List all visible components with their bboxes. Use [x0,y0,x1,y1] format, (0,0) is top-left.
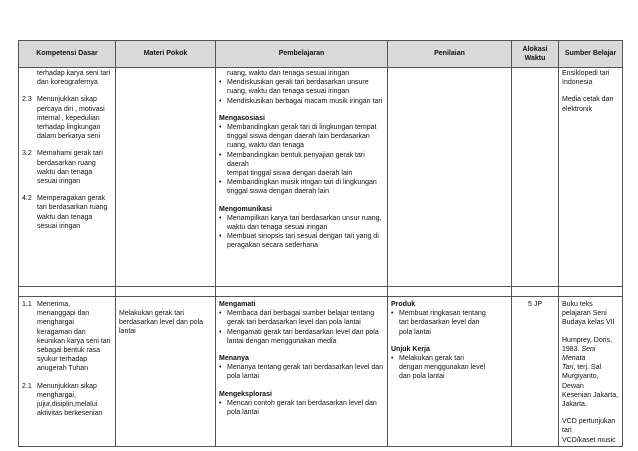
bullet-icon: • [219,179,222,187]
bullet-icon: • [219,214,222,222]
kd-line: Memahami gerak tari [37,150,103,158]
syllabus-table [18,40,623,447]
pemb-line: Membuat sinopsis tari sesuai dengan tari yang di [227,233,379,241]
materi-line: Melakukan gerak tari [119,310,184,317]
pemb-line: Mencari contoh gerak tari berdasarkan level dan [227,399,377,407]
section-heading: Mengamati [219,301,256,308]
kd-line: sebagai bentuk rasa [37,347,101,355]
header-pembelajaran: Pembelajaran [216,41,388,68]
penilaian-cell [388,68,512,287]
kd-line: waktu dan tenaga [37,168,93,176]
section-heading: Mengasosiasi [219,114,265,122]
sumber-line: Murgiyanto, Dewan [562,373,599,390]
list-item [219,178,384,196]
kompetensi-cell [19,297,116,447]
header-alokasi-waktu: Alokasi Waktu [512,41,559,68]
penilaian-line: dan pola lantai [399,373,445,381]
header-row [19,41,623,68]
pemb-line: Mengamati gerak tari berdasarkan level dan pola [227,328,379,336]
sumber-line: tari [562,427,572,435]
section-heading: Produk [391,301,416,308]
pemb-line: ruang, waktu dan tenaga [227,142,305,150]
pemb-line: tinggal siswa dengan daerah lain berdasarkan [227,133,370,141]
kd-line: Menunjukkan sikap [37,382,97,390]
sumber-line: elektronik [562,105,592,113]
section-heading: Menanya [219,355,249,363]
list-item [219,399,384,417]
kd-line: tari berdasarkan ruang [37,204,108,212]
pemb-line: gerak tari berdasarkan level dan pola lantai [227,319,361,327]
sumber-line: Budaya kelas VII [562,319,615,327]
penilaian-line: pola lantai [399,328,431,336]
list-item [219,97,384,106]
spacer-row [19,287,623,297]
kd-line: keragaman dan [37,328,86,336]
sumber-line: VCD pertunjukan [562,418,616,426]
sumber-text: 1983. [562,345,582,353]
pemb-line: Membaca dari berbagai sumber belajar tentang [227,310,375,318]
section-heading: Unjuk Kerja [391,345,430,353]
sumber-text: , terj. Sal [573,364,602,372]
kd-line: menanggapi dan [37,310,90,318]
bullet-icon: • [219,364,222,372]
kd-line: menghargai [37,319,74,327]
sumber-cell [559,297,623,447]
kd-line: Menunjukkan sikap [37,96,97,104]
list-item [391,309,508,337]
sumber-line [562,363,619,372]
list-item [219,328,384,346]
bullet-icon: • [219,151,222,159]
bullet-icon: • [219,233,222,241]
alokasi-cell [512,68,559,287]
pemb-line: Menanya tentang gerak tari berdasarkan level dan [227,364,384,372]
kd-number: 3.2 [22,150,32,158]
sumber-line: Humprey, Doris, [562,336,613,344]
pemb-line: Membandingkan gerak tari di lingkungan tempat [227,124,377,132]
kd-number: 2.3 [22,96,32,104]
kd-line: anugerah Tuhan [37,365,88,373]
pemb-line: Mendiskusikan berbagai macam musik iringan tari [227,97,383,105]
kd-line: aktivitas berkesenian [37,410,103,418]
alokasi-cell [512,297,559,447]
alokasi-value: 5 JP [527,301,542,308]
kd-number: 1.1 [22,301,32,308]
kd-item [22,382,112,419]
penilaian-line: Membuat ringkasan tentang [399,310,486,318]
kd-line: syukur terhadap [37,356,88,364]
sumber-line [562,345,619,363]
sumber-line: pelajaran Seni [562,310,607,318]
header-kompetensi-dasar: Kompetensi Dasar [19,41,116,68]
list-item [219,363,384,381]
sumber-line: Indonesia [562,79,593,87]
materi-line: lantai [119,328,136,336]
penilaian-line: Melakukan gerak tari [399,355,464,363]
bullet-icon: • [219,399,222,407]
table-row [19,297,623,447]
book-title: Tari [562,364,574,372]
section-heading: Mengeksplorasi [219,390,272,398]
pemb-line: peragakan secara sederhana [227,242,319,250]
list-item [219,78,384,96]
kd-line: Menerima, [37,301,71,308]
pemb-line: Menampilkan karya tari berdasarkan unsur ruang, [227,214,382,222]
kd-line: menghargai, [37,391,76,399]
pemb-line: pola lantai [227,373,259,381]
pemb-line: pola lantai [227,409,259,417]
pemb-line: Membandingkan musik iringan tari di lingkungan [227,179,377,187]
materi-line: berdasarkan level dan pola [119,319,204,327]
kd-item [22,194,112,231]
list-item [219,123,384,151]
kd-line: Memperagakan gerak [37,195,106,203]
materi-cell [116,297,216,447]
sumber-line: Jakarta. [562,401,587,409]
pemb-line: waktu dan tenaga sesuai iringan [227,224,328,232]
bullet-icon: • [391,310,394,318]
list-item [219,309,384,327]
sumber-line: VCD/kaset music [562,436,616,444]
book-title: Seni Menata [562,345,596,363]
sumber-line: Ensiklopedi tari [562,70,610,77]
list-item [219,214,384,232]
kd-line: sesuai iringan [37,222,81,230]
header-penilaian: Penilaian [388,41,512,68]
pemb-line: Membandingkan bentuk penyajian gerak tari daerah [227,151,365,168]
bullet-icon: • [391,355,394,363]
kd-line: percaya diri , motivasi [37,105,105,113]
section-heading: Mengomunikasi [219,205,272,213]
materi-cell [116,68,216,287]
kd-number: 2.1 [22,382,32,390]
list-item [219,232,384,250]
kd-line: internal , kepedulian [37,114,100,122]
sumber-line: Media cetak dan [562,96,614,104]
kompetensi-cell [19,68,116,287]
list-item [219,151,384,179]
bullet-icon: • [219,328,222,336]
penilaian-cell [388,297,512,447]
kd-line: dan koreografernya [37,79,98,87]
kd-number: 4.2 [22,195,32,203]
pemb-line: ruang, waktu dan tenaga sesuai iringan [227,88,350,96]
kd-item [22,300,112,374]
sumber-cell [559,68,623,287]
sumber-line: Buku teks [562,301,593,308]
bullet-icon: • [219,124,222,132]
pemb-line: lantai dengan menggunakan media [227,337,337,345]
kd-line: terhadap karya seni tari [37,70,111,77]
pembelajaran-cell [216,68,388,287]
kd-line: sesuai iringan [37,178,81,186]
kd-line: berdasarkan ruang [37,159,96,167]
list-item [391,354,508,382]
pemb-line: tempat tinggal siswa dengan daerah lain [227,170,353,178]
kd-line: jujur,disiplin,melalui [37,401,98,409]
table-row [19,68,623,287]
kd-line: keunikan karya seni tari [37,337,111,345]
pemb-line: ruang, waktu dan tenaga sesuai iringan [227,70,350,77]
kd-item [22,95,112,141]
sumber-line: Kesenian Jakarta, [562,391,619,399]
penilaian-line: dengan menggunakan level [399,364,486,372]
bullet-icon: • [219,310,222,318]
bullet-icon: • [219,79,222,87]
header-sumber-belajar: Sumber Belajar [559,41,623,68]
pemb-line: Mendiskusikan gerak tari berdasarkan unsure [227,79,369,87]
kd-line: terhadap lingkungan [37,124,101,132]
bullet-icon: • [219,97,222,105]
header-materi-pokok: Materi Pokok [116,41,216,68]
kd-line: waktu dan tenaga [37,213,93,221]
kd-item [22,149,112,186]
kd-line: dalam berkarya seni [37,133,101,141]
penilaian-line: tari berdasarkan level dan [399,319,480,327]
pembelajaran-cell [216,297,388,447]
pemb-line: tinggal siswa dengan daerah lain [227,188,329,196]
